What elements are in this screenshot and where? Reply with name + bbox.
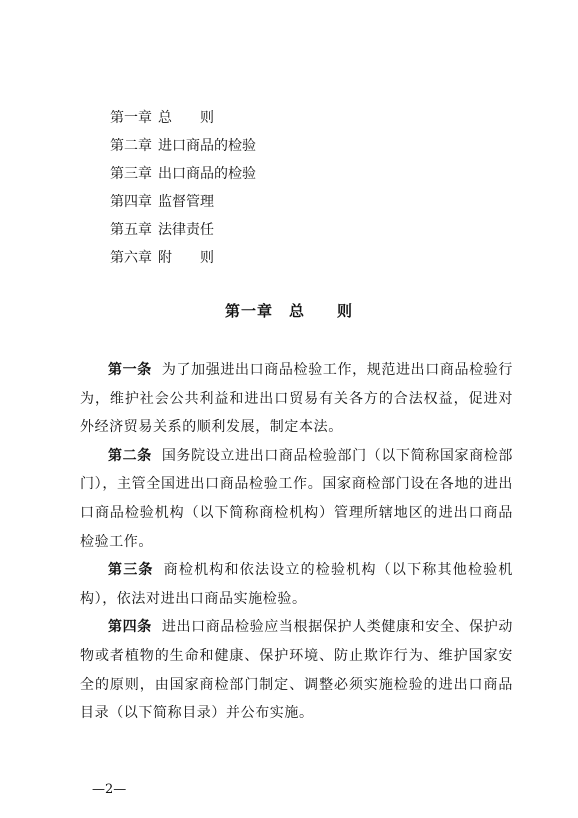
toc-chapter-title: 监督管理 bbox=[158, 194, 214, 210]
document-body bbox=[80, 356, 513, 728]
toc-chapter-title: 附 则 bbox=[158, 250, 214, 266]
toc-chapter-title: 总 则 bbox=[158, 110, 214, 126]
toc-chapter-title: 进口商品的检验 bbox=[158, 138, 256, 154]
toc-chapter-number: 第五章 bbox=[110, 222, 152, 238]
article-label: 第一条 bbox=[108, 362, 152, 378]
article-text: 为了加强进出口商品检验工作，规范进出口商品检验行为，维护社会公共利益和进出口贸易有关各方的合法权益，促进对外经济贸易关系的顺利发展，制定本法。 bbox=[80, 362, 513, 436]
chapter-heading: 第一章 总 则 bbox=[224, 302, 353, 320]
article-text: 进出口商品检验应当根据保护人类健康和安全、保护动物或者植物的生命和健康、保护环境、防止欺诈行为、维护国家安全的原则，由国家商检部门制定、调整必须实施检验的进出口商品目录（以下简称目录）并公布实施。 bbox=[80, 619, 513, 722]
toc-chapter-number: 第四章 bbox=[110, 194, 152, 210]
toc-chapter-title: 出口商品的检验 bbox=[158, 166, 256, 182]
toc-chapter-title: 法律责任 bbox=[158, 222, 214, 238]
article-text: 商检机构和依法设立的检验机构（以下称其他检验机构），依法对进出口商品实施检验。 bbox=[80, 562, 513, 607]
article-1 bbox=[80, 356, 513, 442]
toc-item-chapter-5 bbox=[110, 216, 256, 244]
toc-item-chapter-2 bbox=[110, 132, 256, 160]
toc-chapter-number: 第六章 bbox=[110, 250, 152, 266]
article-3 bbox=[80, 556, 513, 613]
article-2 bbox=[80, 442, 513, 556]
toc-chapter-number: 第二章 bbox=[110, 138, 152, 154]
article-label: 第四条 bbox=[108, 619, 152, 636]
toc-chapter-number: 第三章 bbox=[110, 166, 152, 182]
toc-item-chapter-1 bbox=[110, 104, 256, 132]
article-4 bbox=[80, 613, 513, 727]
toc-item-chapter-4 bbox=[110, 188, 256, 216]
article-label: 第三条 bbox=[108, 562, 154, 579]
page-number: —2— bbox=[92, 782, 127, 797]
toc-item-chapter-6 bbox=[110, 244, 256, 272]
toc-chapter-number: 第一章 bbox=[110, 110, 152, 126]
article-label: 第二条 bbox=[108, 447, 152, 464]
article-text: 国务院设立进出口商品检验部门（以下简称国家商检部门），主管全国进出口商品检验工作。国家商检部门设在各地的进出口商品检验机构（以下简称商检机构）管理所辖地区的进出口商品检验工作。 bbox=[80, 447, 513, 550]
table-of-contents bbox=[110, 104, 256, 272]
toc-item-chapter-3 bbox=[110, 160, 256, 188]
